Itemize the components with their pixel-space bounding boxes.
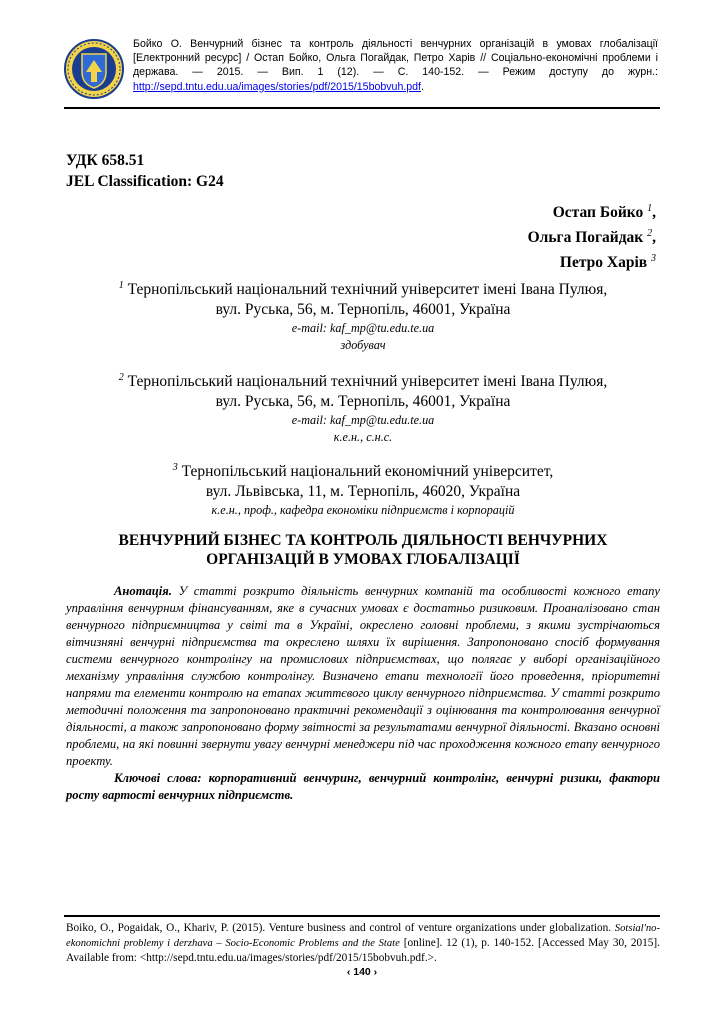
affiliation-position: к.е.н., с.н.с.	[333, 430, 393, 445]
affiliation-email: e-mail: kaf_mp@tu.edu.te.ua	[291, 413, 435, 428]
author-name: Петро Харів $^3$	[559, 253, 656, 272]
abstract-block	[66, 583, 660, 804]
reference-footer: Boiko, O., Pogaidak, O., Khariv, P. (2015). Venture business and control of venture organizations under globalization. Sotsial'no-ekonomichni problemy i derzhava – Socio-Economic Problems and the State [online]. 12 (1), p. 140-152. [Accessed May 30, 2015]. Available from: <http://sepd.tntu.edu.ua/images/stories/pdf/2015/15bobvuh.pdf.>.	[66, 922, 661, 964]
keywords-paragraph	[66, 770, 660, 804]
affiliation-1: $^1$ Тернопільський національний технічний університет імені Івана Пулюя, вул. Руська, 56, м. Тернопіль, 46001, Україна e-mail: kaf_mp@tu.edu.te.ua здобувач	[60, 276, 666, 354]
citation-header	[133, 37, 658, 94]
keywords-text: корпоративний венчуринг, венчурний контролінг, венчурні ризики, фактори росту вартості венчурних підприємств.	[66, 771, 661, 802]
page-number: ‹ 140 ›	[346, 966, 378, 978]
citation-text: Бойко О. Венчурний бізнес та контроль діяльності венчурних організацій в умовах глобалізації [Електронний ресурс] / Остап Бойко, Ольга Погайдак, Петро Харів // Соціально-економічні проблеми і держава. — 2015. — Вип. 1 (12). — С. 140-152. — Режим доступу до журн.:	[133, 38, 658, 79]
article-title: ВЕНЧУРНИЙ БІЗНЕС ТА КОНТРОЛЬ ДІЯЛЬНОСТІ ВЕНЧУРНИХ ОРГАНІЗАЦІЙ В УМОВАХ ГЛОБАЛІЗАЦІЇ	[118, 532, 608, 568]
author-name: Остап Бойко $^1$,	[552, 203, 656, 222]
author-name: Ольга Погайдак $^2$,	[527, 228, 656, 247]
link-suffix: .	[421, 80, 424, 93]
article-link[interactable]: http://sepd.tntu.edu.ua/images/stories/pdf/2015/15bobvuh.pdf	[133, 80, 422, 93]
journal-name: Sotsial'no-ekonomichni problemy i derzhava – Socio-Economic Problems and the State	[66, 923, 661, 949]
classification-block	[66, 150, 224, 192]
affiliation-position: к.е.н., проф., кафедра економіки підприємств і корпорацій	[211, 503, 515, 518]
author-list	[528, 198, 656, 273]
affiliation-2: $^2$ Тернопільський національний технічний університет імені Івана Пулюя, вул. Руська, 56, м. Тернопіль, 46001, Україна e-mail: kaf_mp@tu.edu.te.ua к.е.н., с.н.с.	[60, 368, 666, 446]
udk-code: УДК 658.51	[66, 152, 145, 169]
abstract-paragraph: Анотація. У статті розкрито діяльність венчурних компаній та особливості кожного етапу управління венчурним фінансуванням, яке в сучасних умовах є достатньо ризиковим. Проаналізовано стан венчурного підприємництва у світі та в Україні, окреслено головні проблеми, з якими зустрічаються вітчизняні венчурні підприємства та окреслено шляхи їх вирішення. Запропоновано спосіб формування системи венчурного контролінгу на промислових підприємствах, що полягає у виборі організаційного механізму управління службою контролінгу. Визначено етапи технології його проведення, пріоритетні напрями та елементи контролю на етапах життєвого циклу венчурного підприємства. У статті розкрито методичні положення та запропоновано практичні рекомендації з оцінювання та контролювання венчурної діяльності, а також запропоновано форму звітності за результатами венчурної діяльності. Вказано основні проблеми, на які повинні звернути увагу венчурні менеджери під час проходження кожного етапу венчурного проекту.	[66, 584, 660, 768]
keywords-label: Ключові слова:	[114, 771, 202, 785]
header-divider	[64, 107, 660, 109]
abstract-label: Анотація.	[114, 584, 172, 598]
affiliation-email: e-mail: kaf_mp@tu.edu.te.ua	[291, 321, 435, 336]
affiliation-position: здобувач	[340, 338, 386, 353]
jel-code: JEL Classification: G24	[66, 173, 224, 190]
affiliation-3: $^3$ Тернопільський національний економічний університет, вул. Львівська, 11, м. Тернопіль, 46020, Україна к.е.н., проф., кафедра економіки підприємств і корпорацій	[60, 458, 666, 519]
university-crest-icon	[64, 38, 124, 100]
footer-divider	[64, 915, 660, 917]
